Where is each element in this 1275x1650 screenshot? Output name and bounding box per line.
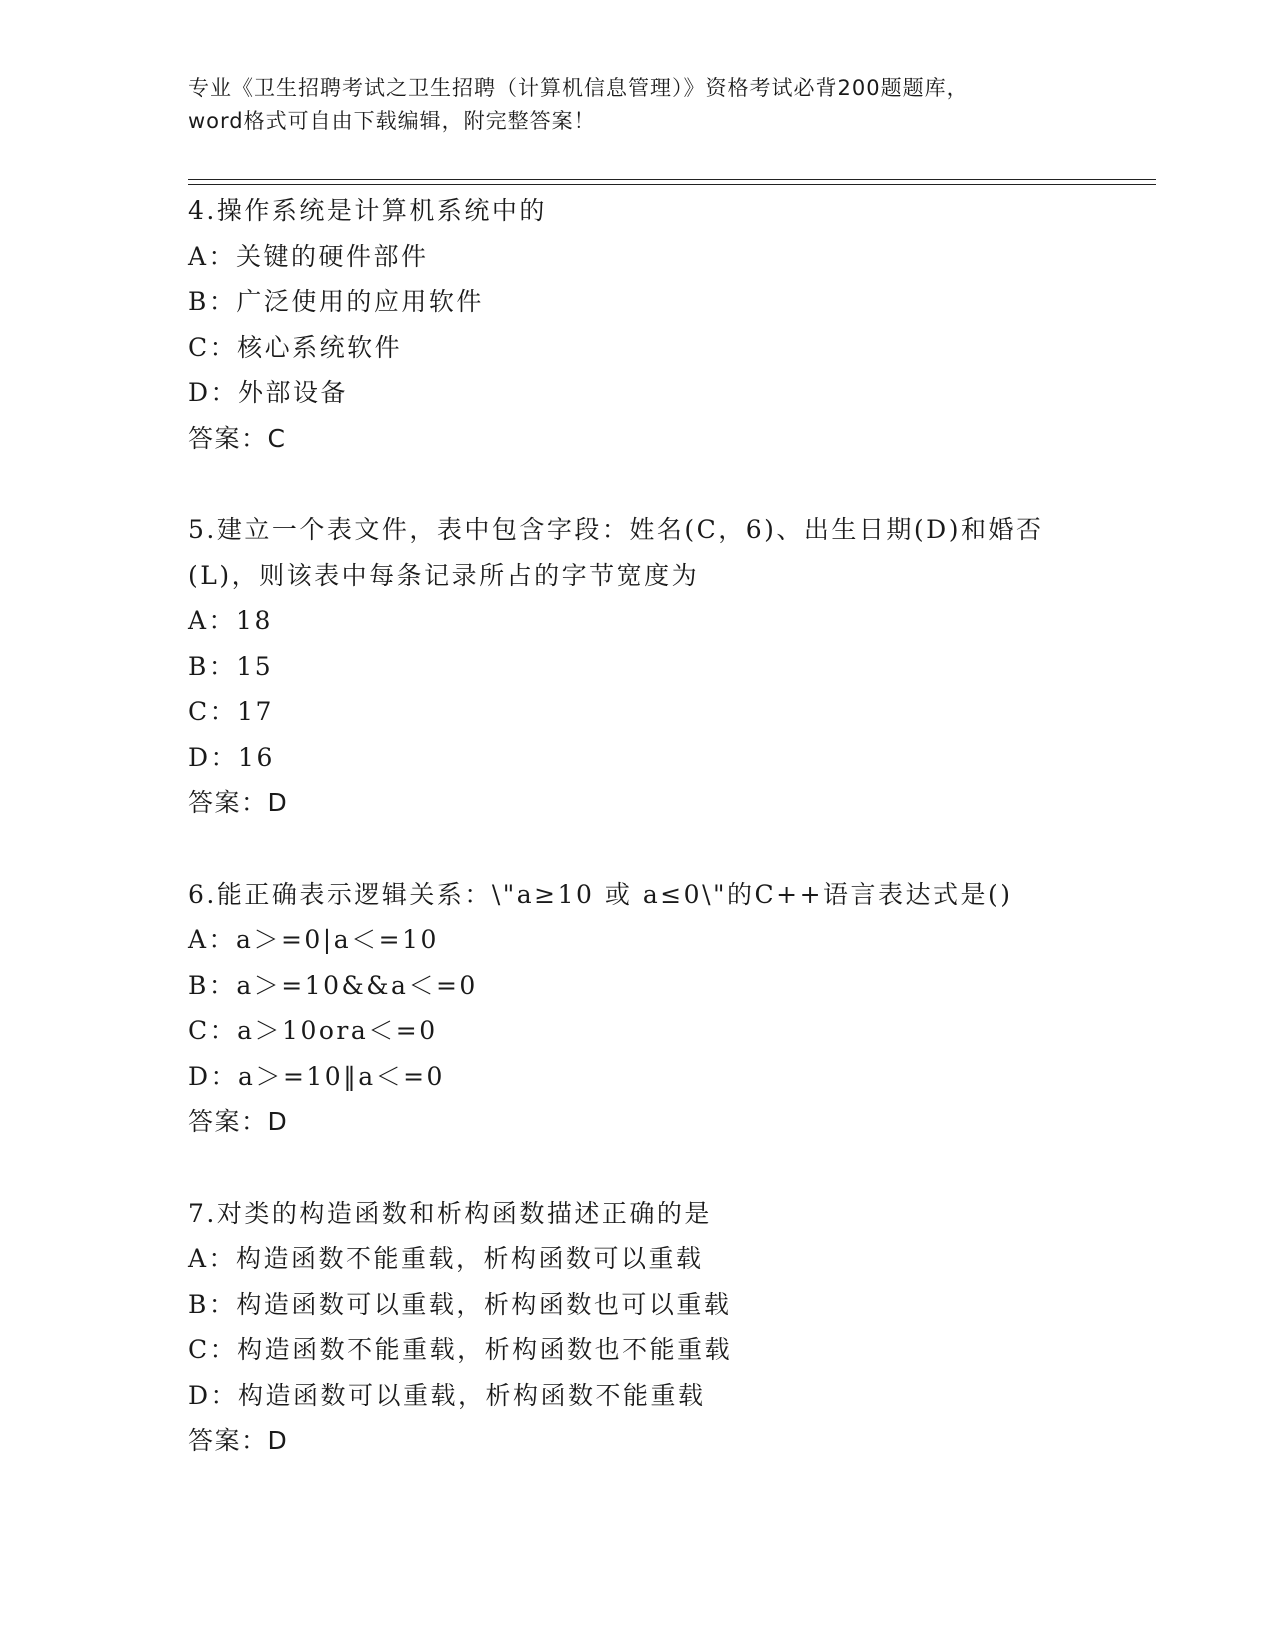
option-b: B：a＞=10&&a＜=0 (188, 970, 478, 1000)
option-b: B：15 (188, 651, 274, 681)
question-7 (188, 1191, 1118, 1464)
question-stem-line-1: 5.建立一个表文件，表中包含字段：姓名(C，6)、出生日期(D)和婚否 (188, 515, 1044, 544)
question-stem: 6.能正确表示逻辑关系：\"a≥10 或 a≤0\"的C++语言表达式是() (188, 879, 1013, 909)
option-b: B：广泛使用的应用软件 (188, 287, 484, 316)
question-stem: 4.操作系统是计算机系统中的 (188, 196, 547, 225)
question-4 (188, 188, 1118, 461)
answer-line: 答案：D (188, 1426, 289, 1455)
question-6 (188, 872, 1118, 1145)
question-spacer (188, 461, 1118, 507)
question-stem: 7.对类的构造函数和析构函数描述正确的是 (188, 1198, 712, 1228)
option-a: A：关键的硬件部件 (188, 241, 429, 271)
option-c: C：构造函数不能重载，析构函数也不能重载 (188, 1335, 733, 1364)
header-divider-top (188, 179, 1156, 180)
question-list (188, 188, 1118, 1464)
header-line-1: 专业《卫生招聘考试之卫生招聘（计算机信息管理）》资格考试必背200题题库， (188, 76, 969, 100)
option-d: D：a＞=10‖a＜=0 (188, 1061, 445, 1091)
header-divider-bottom (188, 184, 1156, 185)
option-d: D：外部设备 (188, 378, 349, 407)
option-d: D：16 (188, 742, 275, 772)
option-a: A：构造函数不能重载，析构函数可以重载 (188, 1244, 704, 1273)
option-b: B：构造函数可以重载，析构函数也可以重载 (188, 1289, 732, 1319)
answer-line: 答案：D (188, 1107, 289, 1136)
document-header (188, 72, 1088, 138)
answer-line: 答案：C (188, 423, 287, 453)
option-a: A：18 (188, 606, 273, 635)
option-c: C：a＞10ora＜=0 (188, 1016, 438, 1045)
question-stem-line-2: (L)，则该表中每条记录所占的字节宽度为 (188, 560, 700, 590)
option-c: C：17 (188, 697, 274, 726)
question-5 (188, 507, 1118, 826)
header-line-2: word格式可自由下载编辑，附完整答案！ (188, 109, 596, 133)
question-spacer (188, 826, 1118, 872)
option-a: A：a＞=0|a＜=10 (188, 925, 439, 954)
answer-line: 答案：D (188, 788, 289, 817)
option-c: C：核心系统软件 (188, 332, 403, 362)
question-spacer (188, 1145, 1118, 1191)
option-d: D：构造函数可以重载，析构函数不能重载 (188, 1380, 706, 1410)
